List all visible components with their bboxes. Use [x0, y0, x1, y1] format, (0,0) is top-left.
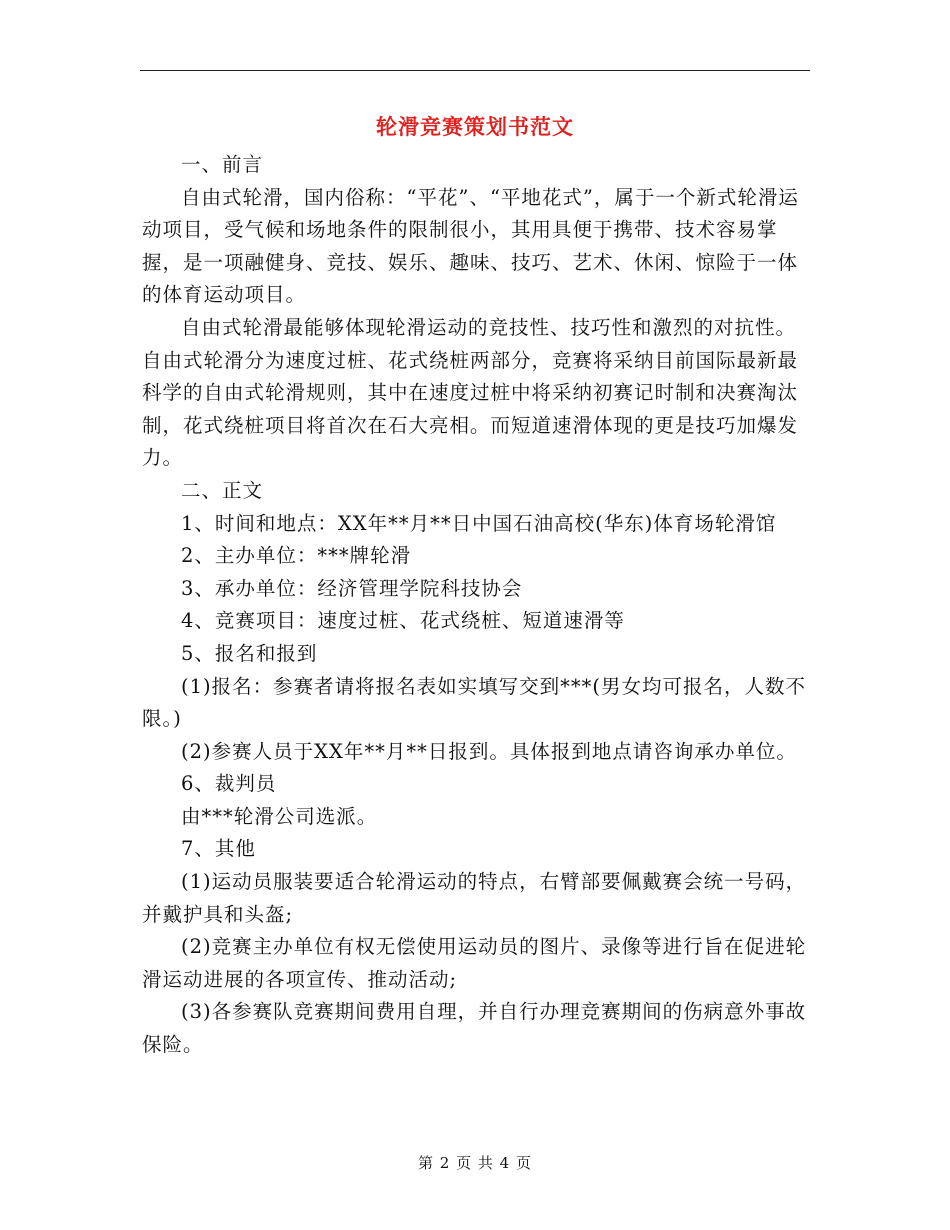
- sub-item-media-rights: (2)竞赛主办单位有权无偿使用运动员的图片、录像等进行旨在促进轮滑运动进展的各项宣传、推动活动;: [142, 935, 807, 991]
- list-item-registration: 5、报名和报到: [181, 641, 318, 665]
- header-rule: [140, 70, 810, 71]
- list-item-host: 3、承办单位：经济管理学院科技协会: [181, 576, 523, 600]
- paragraph: 由***轮滑公司选派。: [181, 804, 378, 828]
- list-item-events: 4、竞赛项目：速度过桩、花式绕桩、短道速滑等: [181, 609, 625, 633]
- list-item-referee: 6、裁判员: [181, 772, 277, 796]
- paragraph: 自由式轮滑，国内俗称：“平花”、“平地花式”，属于一个新式轮滑运动项目，受气候和场地条件的限制很小，其用具便于携带、技术容易掌握，是一项融健身、竞技、娱乐、趣味、技巧、艺术、休闲、惊险于一体的体育运动项目。: [142, 185, 799, 307]
- list-item-organizer: 2、主办单位：***牌轮滑: [181, 544, 412, 568]
- list-item-time-place: 1、时间和地点：XX年**月**日中国石油高校(华东)体育场轮滑馆: [181, 511, 777, 535]
- sub-item-checkin: (2)参赛人员于XX年**月**日报到。具体报到地点请咨询承办单位。: [181, 739, 797, 763]
- document-body: [142, 149, 810, 1062]
- paragraph: 自由式轮滑最能够体现轮滑运动的竞技性、技巧性和激烈的对抗性。自由式轮滑分为速度过桩、花式绕桩两部分，竞赛将采纳目前国际最新最科学的自由式轮滑规则，其中在速度过桩中将采纳初赛记时制和决赛淘汰制，花式绕桩项目将首次在石大亮相。而短道速滑体现的更是技巧加爆发力。: [142, 315, 799, 470]
- section-heading-body: 二、正文: [181, 478, 264, 502]
- sub-item-insurance: (3)各参赛队竞赛期间费用自理，并自行办理竞赛期间的伤病意外事故保险。: [142, 1000, 807, 1057]
- sub-item-clothing: (1)运动员服装要适合轮滑运动的特点，右臂部要佩戴赛会统一号码，并戴护具和头盔;: [142, 870, 807, 926]
- list-item-other: 7、其他: [181, 837, 256, 861]
- document-title: 轮滑竞赛策划书范文: [376, 114, 574, 139]
- sub-item-signup: (1)报名：参赛者请将报名表如实填写交到***(男女均可报名，人数不限。): [142, 674, 806, 731]
- page-number: 第 2 页 共 4 页: [418, 1154, 532, 1172]
- section-heading-preface: 一、前言: [181, 153, 264, 176]
